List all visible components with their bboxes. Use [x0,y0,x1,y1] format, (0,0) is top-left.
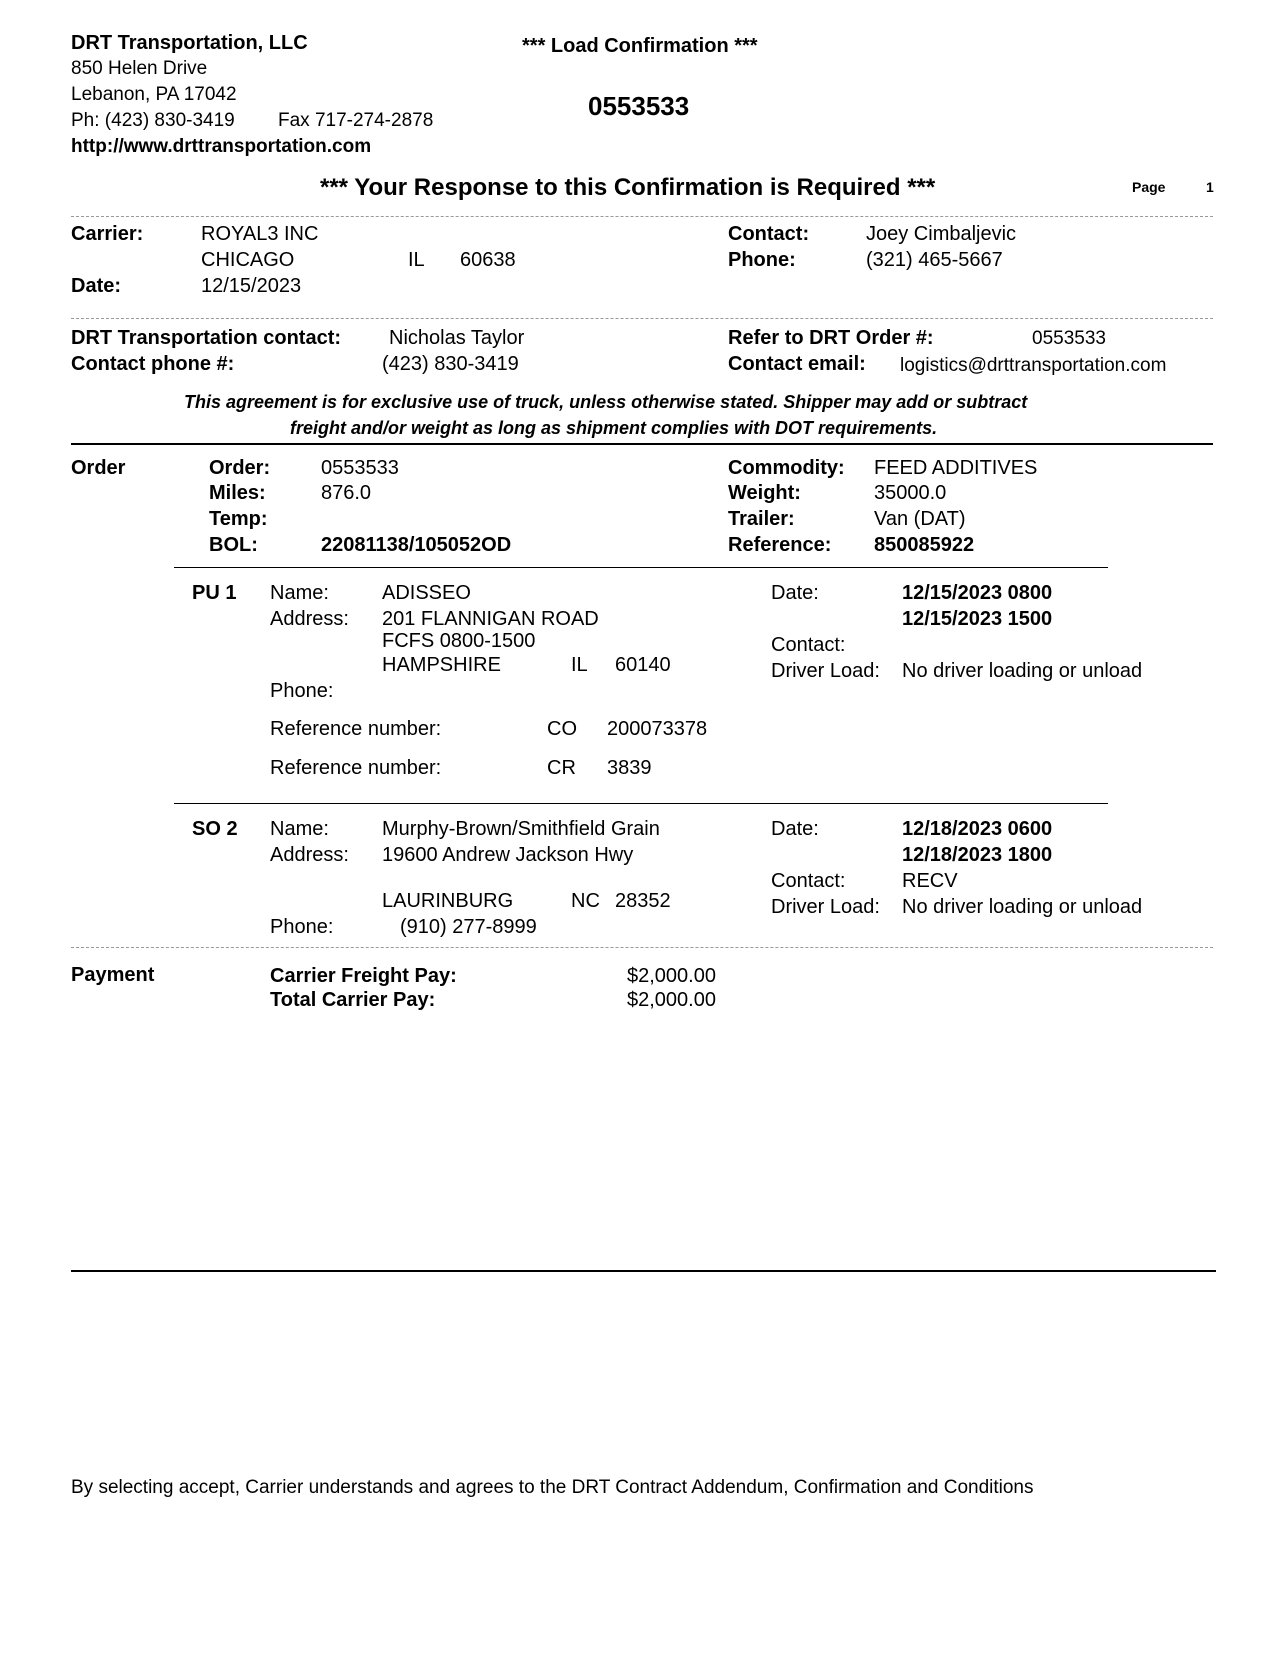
trailer-value: Van (DAT) [874,508,966,530]
order-section-label: Order [71,457,126,479]
agreement-line1: This agreement is for exclusive use of truck, unless otherwise stated. Shipper may add or subtract [184,392,1028,412]
stop-name-label: Name: [270,582,329,604]
drt-order-ref: 0553533 [1032,328,1106,349]
company-phone: Ph: (423) 830-3419 [71,110,235,131]
drt-phone-label: Contact phone #: [71,353,235,375]
stop-driver-load: No driver loading or unload [902,896,1143,918]
stop-phone-label: Phone: [270,680,334,702]
reference-number-type: CR [547,757,576,779]
carrier-phone: (321) 465-5667 [866,249,1003,271]
trailer-label: Trailer: [728,508,795,530]
stop-driver-load-label: Driver Load: [771,896,880,918]
drt-contact-email[interactable]: logistics@drttransportation.com [900,355,1167,376]
commodity-label: Commodity: [728,457,845,479]
stop-address-line2: FCFS 0800-1500 [382,630,536,652]
stop-city: HAMPSHIRE [382,654,501,676]
carrier-state: IL [408,249,425,271]
drt-contact-label: DRT Transportation contact: [71,327,342,349]
total-carrier-pay: $2,000.00 [627,989,716,1011]
drt-contact-name: Nicholas Taylor [389,327,525,349]
stop-zip: 28352 [615,890,671,912]
signature-line [71,1270,1216,1272]
carrier-name: ROYAL3 INC [201,223,319,245]
company-url[interactable]: http://www.drttransportation.com [71,136,372,157]
payment-section-label: Payment [71,964,155,986]
document-title: *** Load Confirmation *** [522,35,758,57]
stop-contact-label: Contact: [771,634,846,656]
order-label: Order: [209,457,271,479]
miles-label: Miles: [209,482,266,504]
stop-state: NC [571,890,600,912]
date-label: Date: [71,275,122,297]
bol-label: BOL: [209,534,258,556]
bol-value: 22081138/105052OD [321,534,512,556]
divider [71,216,1213,217]
stop-address-label: Address: [270,608,349,630]
reference-number-value: 3839 [607,757,652,779]
company-name: DRT Transportation, LLC [71,32,308,54]
reference-number-label: Reference number: [270,718,442,740]
divider [71,318,1213,319]
carrier-phone-label: Phone: [728,249,796,271]
stop-address-line1: 201 FLANNIGAN ROAD [382,608,599,630]
stop-address-line1: 19600 Andrew Jackson Hwy [382,844,634,866]
carrier-zip: 60638 [460,249,516,271]
stop-state: IL [571,654,588,676]
miles-value: 876.0 [321,482,372,504]
stop-divider [174,803,1108,804]
stop-date-label: Date: [771,582,819,604]
confirmation-date: 12/15/2023 [201,275,302,297]
carrier-freight-pay: $2,000.00 [627,965,716,987]
company-address-line2: Lebanon, PA 17042 [71,84,237,105]
reference-number-type: CO [547,718,577,740]
drt-contact-phone: (423) 830-3419 [382,353,519,375]
stop-name: Murphy-Brown/Smithfield Grain [382,818,660,840]
reference-value: 850085922 [874,534,975,556]
reference-number-value: 200073378 [607,718,708,740]
commodity-value: FEED ADDITIVES [874,457,1038,479]
reference-number-label: Reference number: [270,757,442,779]
drt-email-label: Contact email: [728,353,866,375]
stop-driver-load: No driver loading or unload [902,660,1143,682]
page-label: Page [1132,179,1166,195]
section-divider [71,443,1213,445]
stop-driver-load-label: Driver Load: [771,660,880,682]
weight-label: Weight: [728,482,801,504]
stop-date-end: 12/18/2023 1800 [902,844,1053,866]
stop-zip: 60140 [615,654,671,676]
carrier-city: CHICAGO [201,249,295,271]
carrier-freight-pay-label: Carrier Freight Pay: [270,965,457,987]
carrier-contact: Joey Cimbaljevic [866,223,1017,245]
divider [71,947,1213,948]
drt-order-ref-label: Refer to DRT Order #: [728,327,934,349]
stop-address-label: Address: [270,844,349,866]
stop-date-end: 12/15/2023 1500 [902,608,1053,630]
acceptance-statement: By selecting accept, Carrier understands and agrees to the DRT Contract Addendum, Confirmation and Conditions [71,1477,1034,1498]
company-fax: Fax 717-274-2878 [278,110,434,131]
stop-date-start: 12/15/2023 0800 [902,582,1053,604]
stop-contact: RECV [902,870,958,892]
stop-date-start: 12/18/2023 0600 [902,818,1053,840]
stop-code: SO 2 [192,818,238,840]
carrier-contact-label: Contact: [728,223,810,245]
total-carrier-pay-label: Total Carrier Pay: [270,989,436,1011]
order-number: 0553533 [321,457,399,479]
stop-phone-label: Phone: [270,916,334,938]
reference-label: Reference: [728,534,832,556]
header-order-number: 0553533 [588,91,690,121]
stop-contact-label: Contact: [771,870,846,892]
carrier-label: Carrier: [71,223,144,245]
page-number: 1 [1206,179,1214,195]
stop-city: LAURINBURG [382,890,514,912]
response-required-notice: *** Your Response to this Confirmation is Required *** [320,174,936,201]
stop-code: PU 1 [192,582,237,604]
stop-name: ADISSEO [382,582,471,604]
agreement-line2: freight and/or weight as long as shipment complies with DOT requirements. [290,418,938,438]
stop-phone: (910) 277-8999 [400,916,537,938]
temp-label: Temp: [209,508,268,530]
stop-divider [174,567,1108,568]
company-address-line1: 850 Helen Drive [71,58,208,79]
weight-value: 35000.0 [874,482,947,504]
stop-date-label: Date: [771,818,819,840]
stop-name-label: Name: [270,818,329,840]
